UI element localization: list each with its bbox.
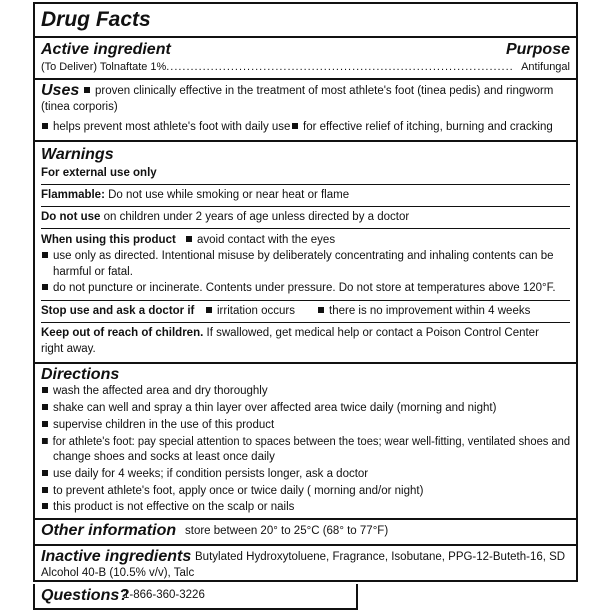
questions-box [33,584,358,610]
stop-use-label: Stop use and ask a doctor if [41,305,195,317]
bullet-icon [42,421,48,427]
bullet-icon [42,503,48,509]
uses-item-3 [291,120,553,135]
drug-facts-title: Drug Facts [41,8,151,31]
when-using-section [41,233,176,248]
bullet-icon [42,284,48,290]
bullet-icon [318,307,324,313]
flammable-warning [41,188,349,203]
external-use-text: For external use only [41,167,157,179]
purpose-text: Antifungal [521,61,570,73]
purpose-heading: Purpose [505,41,570,58]
directions-heading: Directions [41,366,120,383]
bullet-icon [84,87,90,93]
inactive-heading: Inactive ingredients [41,548,192,565]
directions-item-4-cont: change shoes and socks at least once daily [53,451,275,463]
other-info-text: store between 20° to 25°C (68° to 77°F) [185,525,389,537]
inactive-text: Butylated Hydroxytoluene, Fragrance, Isobutane, PPG-12-Buteth-16, SD [195,551,566,563]
questions-phone: 1-866-360-3226 [123,589,205,601]
ingredient-name: (To Deliver) Tolnaftate 1% [41,61,167,73]
uses-heading: Uses [41,82,80,99]
directions-item-1 [41,384,268,399]
directions-item-text: shake can well and spray a thin layer over affected area twice daily (morning and night) [53,402,497,414]
when-using-item-2 [41,249,554,264]
drug-facts-panel [33,2,578,582]
directions-item-3 [41,418,274,433]
directions-item-text: wash the affected area and dry thoroughly [53,385,268,397]
active-ingredient-text [41,60,514,75]
when-using-item-2-cont: harmful or fatal. [53,266,133,278]
keep-out-of-reach [41,326,539,341]
divider [41,228,570,229]
directions-item-text: supervise children in the use of this product [53,419,275,431]
bullet-icon [42,404,48,410]
active-ingredient-heading: Active ingredient [41,41,171,58]
directions-item-6 [41,484,423,499]
bullet-icon [42,387,48,393]
do-not-use-label: Do not use [41,211,101,223]
bullet-icon [206,307,212,313]
flammable-label: Flammable: [41,189,105,201]
divider [35,140,576,142]
inactive-text-cont: Alcohol 40-B (10.5% v/v), Talc [41,567,195,579]
directions-item-7 [41,500,294,515]
divider [35,518,576,520]
when-using-item-2-text: use only as directed. Intentional misuse by deliberately concentrating and inhaling contents can be [53,250,554,262]
divider [35,36,576,38]
uses-item-1-text: proven clinically effective in the treatment of most athlete's foot (tinea pedis) and ringworm [95,85,554,97]
stop-item-1-text: irritation occurs [217,305,295,317]
directions-item-text: to prevent athlete's foot, apply once or twice daily ( morning and/or night) [53,485,424,497]
directions-item-4 [41,435,570,450]
divider [35,362,576,364]
when-using-item-3 [41,281,556,296]
when-using-item-1-text: avoid contact with the eyes [197,234,336,246]
bullet-icon [42,487,48,493]
uses-item-1-cont: (tinea corporis) [41,101,118,113]
keep-out-text: If swallowed, get medical help or contact a Poison Control Center [206,327,539,339]
directions-item-text: use daily for 4 weeks; if condition persists longer, ask a doctor [53,468,369,480]
directions-item-2 [41,401,496,416]
stop-use-section [41,304,194,319]
other-info-heading: Other information [41,522,177,539]
divider [35,78,576,80]
stop-item-2-text: there is no improvement within 4 weeks [329,305,531,317]
stop-item-2 [317,304,530,319]
uses-item-3-text: for effective relief of itching, burning and cracking [303,121,553,133]
stop-item-1 [205,304,295,319]
divider [41,206,570,207]
uses-item-1 [83,84,553,99]
do-not-use-warning [41,210,409,225]
bullet-icon [42,470,48,476]
divider [35,544,576,546]
uses-item-2 [41,120,290,135]
divider [41,300,570,301]
bullet-icon [42,252,48,258]
keep-out-text-cont: right away. [41,343,96,355]
uses-item-2-text: helps prevent most athlete's foot with daily use [53,121,291,133]
warnings-heading: Warnings [41,146,114,163]
leader-dots: ...................................................................................... [166,61,514,73]
when-using-item-1 [185,233,335,248]
do-not-use-text: on children under 2 years of age unless directed by a doctor [103,211,410,223]
divider [41,184,570,185]
when-using-label: When using this product [41,234,176,246]
flammable-text: Do not use while smoking or near heat or flame [108,189,350,201]
directions-item-text: this product is not effective on the scalp or nails [53,501,295,513]
bullet-icon [42,123,48,129]
bullet-icon [186,236,192,242]
keep-out-label: Keep out of reach of children. [41,327,204,339]
questions-heading: Questions? [41,587,130,604]
bullet-icon [42,438,48,444]
directions-item-5 [41,467,368,482]
divider [41,322,570,323]
when-using-item-3-text: do not puncture or incinerate. Contents under pressure. Do not store at temperatures above 120°F. [53,282,556,294]
bullet-icon [292,123,298,129]
directions-item-text: for athlete's foot: pay special attention to spaces between the toes; wear well-fitting, ventilated shoes and [52,436,571,448]
